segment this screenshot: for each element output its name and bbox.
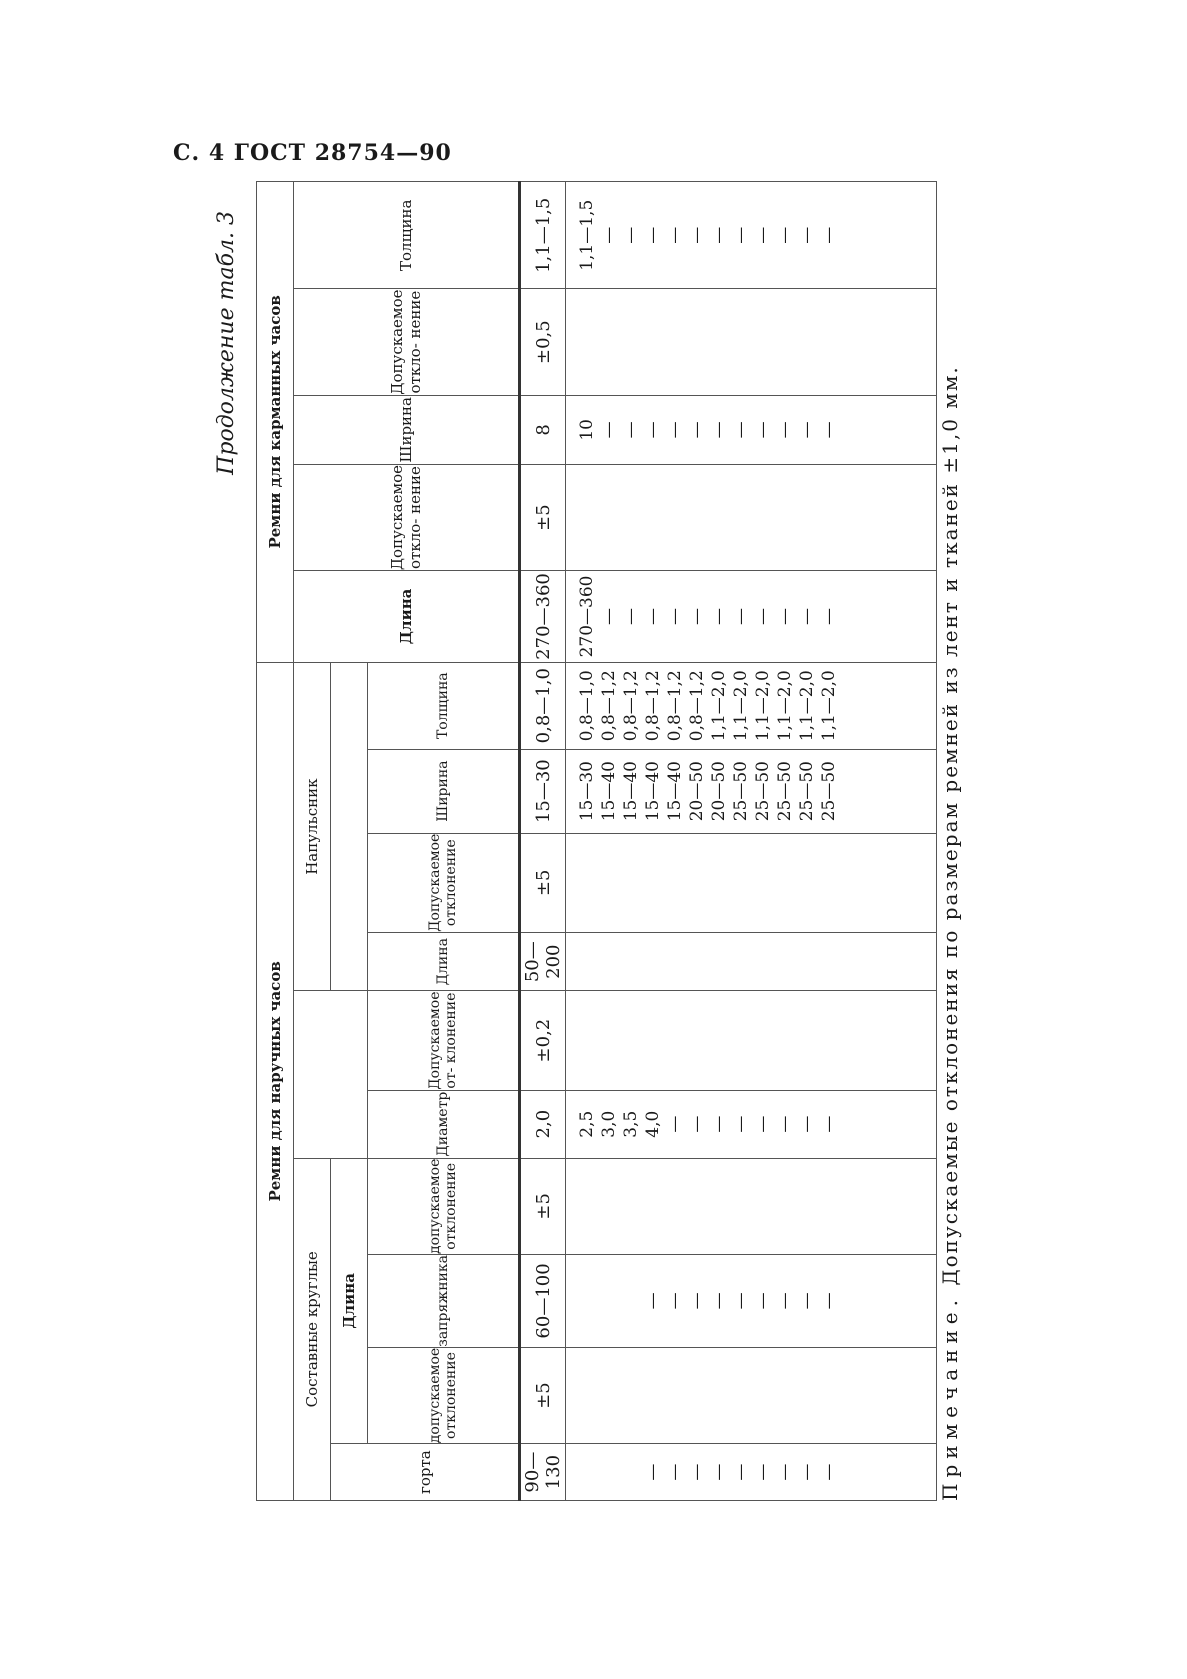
list-item: 25—50 [753,761,773,822]
page-header: С. 4 ГОСТ 28754—90 [173,140,452,166]
list-item: 1,1—2,0 [753,670,773,742]
list-item: — [687,607,707,625]
list-item: 3,5 [621,1110,641,1138]
col-tol3: Допускаемое от- клонение [368,991,520,1090]
list-item: — [819,1115,839,1133]
list-item: 25—50 [731,761,751,822]
list-item: — [797,607,817,625]
list-item: — [643,421,663,439]
cell-gorta: 90—130 [520,1444,566,1501]
cell-zaprazhka: 60—100 [520,1255,566,1348]
list-item: — [775,226,795,244]
list-item: — [753,607,773,625]
cell-thickness-pocket: 1,1—1,5 [520,182,566,290]
list-item: — [599,226,619,244]
cell-tol6: ±0,5 [520,289,566,395]
list-item: — [819,226,839,244]
list-item: — [709,421,729,439]
list-item: — [753,1115,773,1133]
col-tol2: допускаемое отклонение [368,1158,520,1254]
list-item: — [753,1463,773,1481]
list-item: 0,8—1,0 [577,670,597,742]
list-item: — [797,1463,817,1481]
list-item: 25—50 [797,761,817,822]
list-item: — [687,1463,707,1481]
list-item: — [709,1115,729,1133]
list-item: 15—30 [577,761,597,822]
rest-width-pocket [566,395,937,464]
list-item: — [643,607,663,625]
col-thickness-pocket: Толщина [294,182,520,290]
list-item: — [819,1463,839,1481]
list-item: 0,8—1,2 [643,670,663,742]
cell-width-wrist: 15—30 [520,749,566,833]
list-item: 25—50 [775,761,795,822]
list-item: — [665,1115,685,1133]
note-label: Примечание. [938,1294,962,1501]
list-item: — [687,1292,707,1310]
cell-length-pocket: 270—360 [520,571,566,663]
cell-tol5: ±5 [520,464,566,570]
list-item: 15—40 [643,761,663,822]
col-tol6: Допускаемое откло- нение [294,289,520,395]
rotated-table-page [208,181,978,1541]
subgroup-composite: Составные круглые [294,1158,331,1500]
list-item: — [665,226,685,244]
list-item: — [731,226,751,244]
list-item: 20—50 [709,761,729,822]
list-item: 270—360 [577,575,597,658]
list-item: — [599,421,619,439]
list-item: 1,1—2,0 [797,670,817,742]
table-caption: Продолжение табл. 3 [214,211,239,475]
list-item: 1,1—2,0 [819,670,839,742]
list-item: — [797,1115,817,1133]
list-item: — [797,421,817,439]
list-item: 15—40 [621,761,641,822]
list-item: — [819,607,839,625]
cell-length-wrist: 50—200 [520,932,566,991]
list-item: — [797,226,817,244]
rest-gorta [566,1444,937,1501]
list-item: — [731,1115,751,1133]
list-item: — [687,1115,707,1133]
col-length-wrist: Длина [368,932,520,991]
subgroup-length: Длина [331,1158,368,1444]
rest-zaprazhka [566,1255,937,1348]
list-item: 1,1—2,0 [709,670,729,742]
list-item: — [775,421,795,439]
list-item: — [643,226,663,244]
list-item: 1,1—1,5 [577,199,597,271]
list-item: — [643,1292,663,1310]
cell-tol3: ±0,2 [520,991,566,1090]
list-item: — [665,1292,685,1310]
list-item: 20—50 [687,761,707,822]
rest-width-wrist [566,749,937,833]
list-item: — [643,1463,663,1481]
rest-length-pocket [566,571,937,663]
table-note [938,365,962,1501]
col-width-pocket: Ширина [294,395,520,464]
col-tol4: Допускаемое отклонение [368,833,520,932]
list-item: 0,8—1,2 [599,670,619,742]
list-item: — [775,1292,795,1310]
list-item: 4,0 [643,1110,663,1138]
list-item: — [753,226,773,244]
note-text: Допускаемые отклонения по размерам ремней из лент и тканей ±1,0 мм. [938,365,962,1286]
group-pocket: Ремни для карманных часов [257,182,294,663]
list-item: 25—50 [819,761,839,822]
list-item: — [797,1292,817,1310]
list-item: — [775,607,795,625]
list-item: — [709,607,729,625]
cell-tol4: ±5 [520,833,566,932]
col-gorta: горта [331,1444,520,1501]
list-item: — [687,226,707,244]
list-item: — [753,1292,773,1310]
col-zaprazhka: запряжника [368,1255,520,1348]
list-item: — [731,607,751,625]
list-item: — [819,1292,839,1310]
list-item: — [665,1463,685,1481]
list-item: — [731,1463,751,1481]
list-item: — [731,1292,751,1310]
list-item: — [687,421,707,439]
rest-diameter [566,1090,937,1158]
list-item: — [621,607,641,625]
belt-dimensions-table [256,181,937,1501]
col-thickness-wrist: Толщина [368,662,520,749]
list-item: 2,5 [577,1110,597,1138]
list-item: 1,1—2,0 [731,670,751,742]
list-item: 0,8—1,2 [687,670,707,742]
list-item: 10 [577,419,597,441]
list-item: 15—40 [665,761,685,822]
list-item: — [665,421,685,439]
cell-tol2: ±5 [520,1158,566,1254]
list-item: — [621,226,641,244]
col-diameter: Диаметр [368,1090,520,1158]
list-item: — [775,1115,795,1133]
list-item: — [819,421,839,439]
list-item: — [775,1463,795,1481]
rest-thickness-wrist [566,662,937,749]
cell-thickness-wrist: 0,8—1,0 [520,662,566,749]
list-item: 3,0 [599,1110,619,1138]
list-item: — [709,1292,729,1310]
list-item: — [753,421,773,439]
list-item: — [599,607,619,625]
list-item: 15—40 [599,761,619,822]
list-item: — [621,421,641,439]
list-item: — [665,607,685,625]
col-width-wrist: Ширина [368,749,520,833]
list-item: 0,8—1,2 [621,670,641,742]
list-item: — [709,226,729,244]
list-item: — [709,1463,729,1481]
list-item: — [731,421,751,439]
col-tol5: Допускаемое откло- нение [294,464,520,570]
col-tol1: допускаемое отклонение [368,1347,520,1443]
list-item: 0,8—1,2 [665,670,685,742]
cell-diameter: 2,0 [520,1090,566,1158]
subgroup-bracelet: Напульсник [294,662,331,991]
cell-tol1: ±5 [520,1347,566,1443]
list-item: 1,1—2,0 [775,670,795,742]
cell-width-pocket: 8 [520,395,566,464]
col-length-pocket: Длина [294,571,520,663]
rest-thickness-pocket [566,182,937,290]
group-wrist: Ремни для наручных часов [257,662,294,1500]
